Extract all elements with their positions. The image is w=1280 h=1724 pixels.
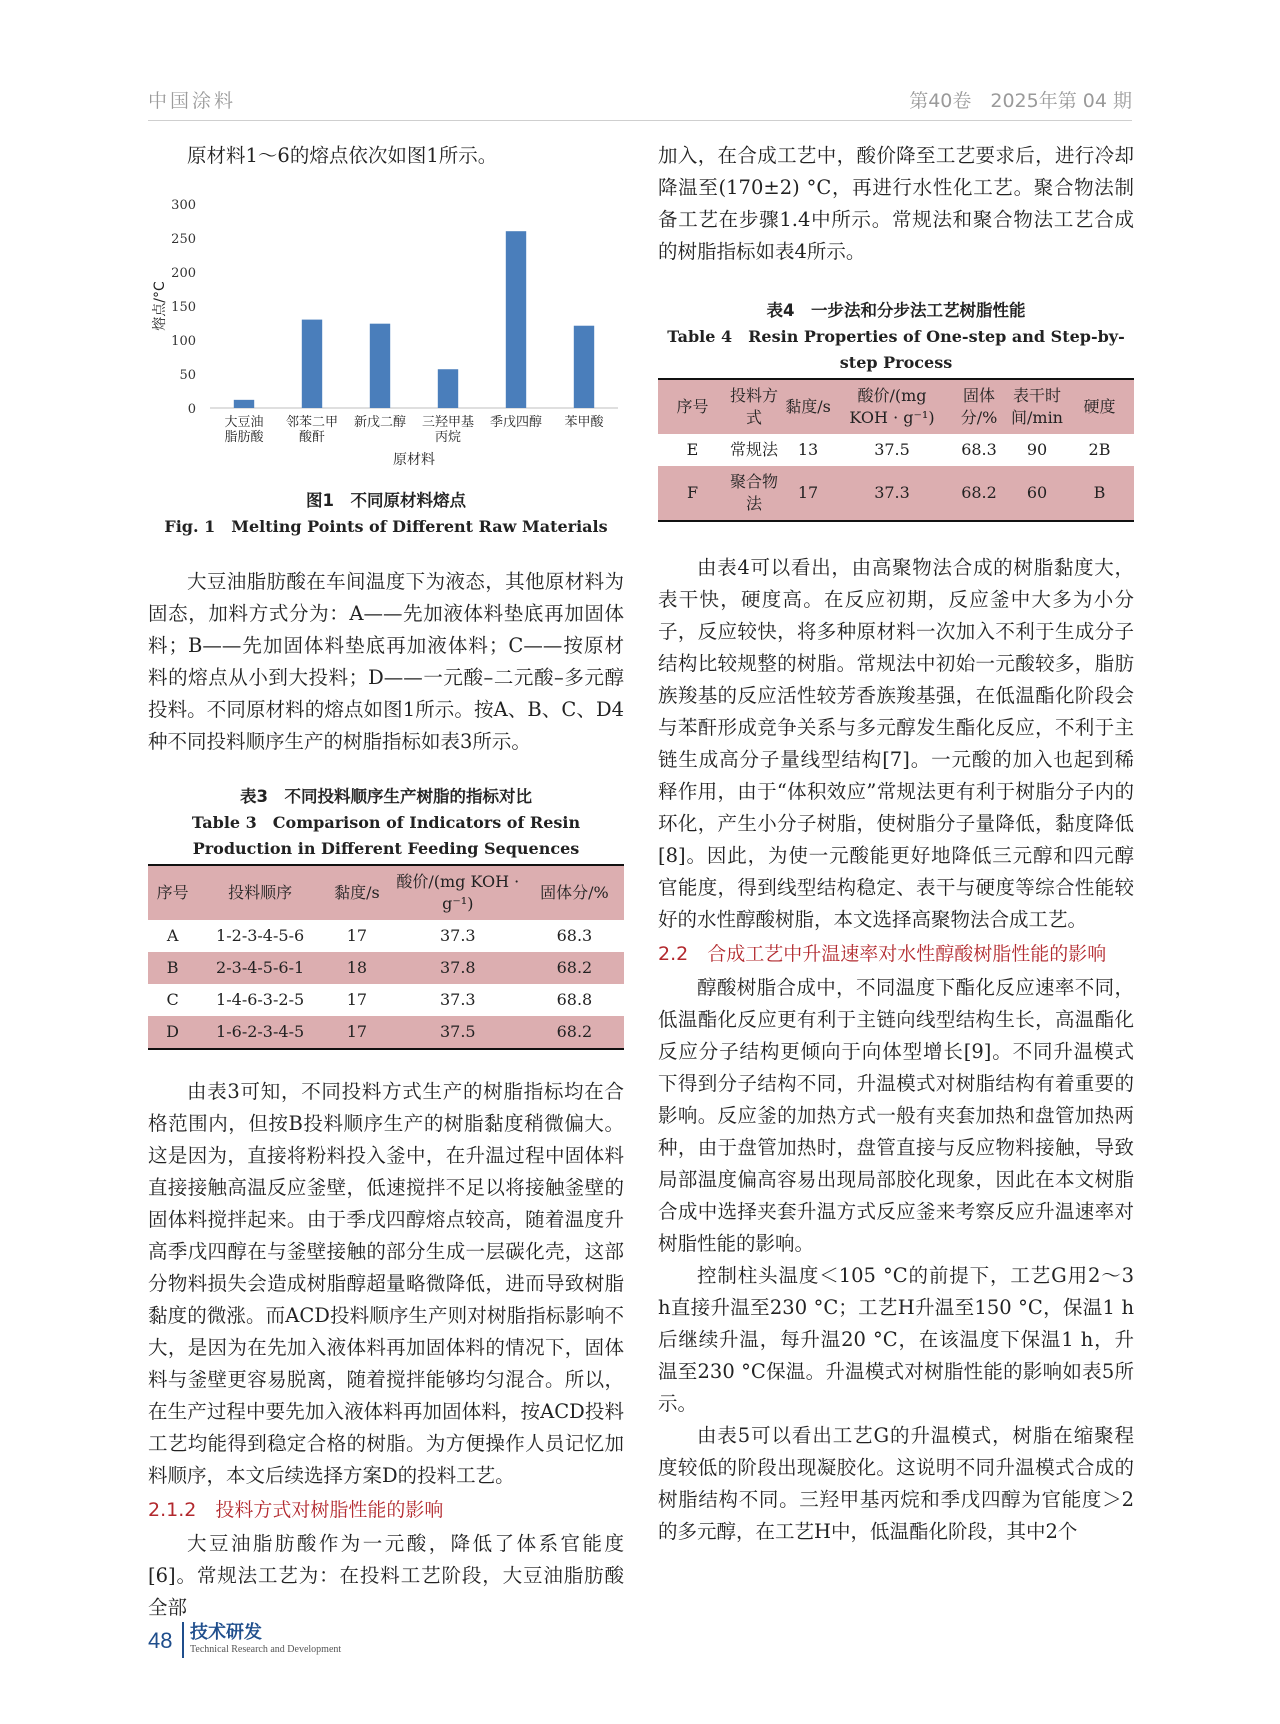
left-column	[148, 140, 624, 1624]
paragraph: 由表4可以看出，由高聚物法合成的树脂黏度大，表干快，硬度高。在反应初期，反应釜中大多为小分子，反应较快，将多种原材料一次加入不利于生成分子结构比较规整的树脂。常规法中初始一元酸较多，脂肪族羧基的反应活性较芳香族羧基强，在低温酯化阶段会与苯酐形成竞争关系与多元醇发生酯化反应，不利于主链生成高分子量线型结构[7]。一元酸的加入也起到稀释作用，由于“体积效应”常规法更有利于树脂分子内的环化，产生小分子树脂，使树脂分子量降低，黏度降低[8]。因此，为使一元酸能更好地降低三元醇和四元醇官能度，得到线型结构稳定、表干与硬度等综合性能较好的水性醇酸树脂，本文选择高聚物法合成工艺。	[658, 556, 1134, 931]
table3	[148, 864, 624, 1050]
chart-bar	[506, 231, 526, 408]
chart-bar	[302, 320, 322, 408]
table-cell: 68.3	[556, 926, 593, 945]
table-cell: A	[166, 926, 179, 945]
table4	[658, 378, 1134, 522]
paragraph: 由表3可知，不同投料方式生产的树脂指标均在合格范围内，但按B投料顺序生产的树脂黏度稍微偏大。这是因为，直接将粉料投入釜中，在升温过程中固体料直接接触高温反应釜壁，低速搅拌不足以将接触釜壁的固体料搅拌起来。由于季戊四醇熔点较高，随着温度升高季戊四醇在与釜壁接触的部分生成一层碳化壳，这部分物料损失会造成树脂醇超量略微降低，进而导致树脂黏度的微涨。而ACD投料顺序生产则对树脂指标影响不大，是因为在先加入液体料再加固体料的情况下，固体料与釜壁更容易脱离，随着搅拌能够均匀混合。所以，在生产过程中要先加入液体料再加固体料，按ACD投料工艺均能得到稳定合格的树脂。为方便操作人员记忆加料顺序，本文后续选择方案D的投料工艺。	[148, 1080, 624, 1487]
y-tick-label: 300	[171, 198, 196, 213]
table-cell: E	[686, 440, 699, 459]
table-cell: 68.8	[556, 990, 593, 1009]
table-cell: 13	[797, 440, 819, 459]
y-axis-label: 熔点/°C	[152, 281, 168, 331]
table-header-cell: 投料方式	[729, 386, 778, 427]
x-axis-label: 原材料	[393, 452, 435, 468]
figure-caption-en: Fig. 1 Melting Points of Different Raw Materials	[164, 517, 608, 536]
table-header-cell: 表干时间/min	[1011, 386, 1063, 427]
table-cell: 37.5	[874, 440, 910, 459]
table3-caption-en: Table 3 Comparison of Indicators of Resin Production in Different Feeding Sequences	[191, 813, 581, 858]
paragraph: 大豆油脂肪酸作为一元酸，降低了体系官能度[6]。常规法工艺为：在投料工艺阶段，大豆油脂肪酸全部	[148, 1532, 624, 1619]
table-header-cell: 序号	[676, 397, 709, 416]
table-row	[148, 952, 624, 984]
x-tick-label: 新戊二醇	[353, 415, 407, 430]
table-cell: 17	[346, 1022, 368, 1041]
table-header-cell: 硬度	[1083, 397, 1116, 416]
paragraph: 加入，在合成工艺中，酸价降至工艺要求后，进行冷却降温至(170±2) °C，再进行水性化工艺。聚合物法制备工艺在步骤1.4中所示。常规法和聚合物法工艺合成的树脂指标如表4所示。	[658, 144, 1134, 263]
table-row	[658, 434, 1134, 466]
table-row	[148, 1016, 624, 1049]
table-cell: 2B	[1088, 440, 1111, 459]
table-header-cell: 投料顺序	[228, 883, 293, 902]
table-cell: B	[1093, 483, 1106, 502]
table-cell: 聚合物法	[729, 472, 778, 513]
chart-bar	[438, 369, 458, 408]
section-heading: 2.2 合成工艺中升温速率对水性醇酸树脂性能的影响	[658, 943, 1107, 965]
table-row	[148, 920, 624, 952]
table3-caption-cn: 表3 不同投料顺序生产树脂的指标对比	[240, 787, 532, 806]
chart-bar	[370, 324, 390, 408]
section-name-cn: 技术研发	[190, 1622, 262, 1643]
table-cell: 37.3	[439, 926, 476, 945]
paragraph: 由表5可以看出工艺G的升温模式，树脂在缩聚程度较低的阶段出现凝胶化。这说明不同升温模式合成的树脂结构不同。三羟甲基丙烷和季戊四醇为官能度＞2的多元醇，在工艺H中，低温酯化阶段，其中2个	[658, 1424, 1134, 1543]
x-tick-label: 季戊四醇	[489, 415, 543, 430]
chart-bar	[574, 326, 594, 408]
table-cell: 1-4-6-3-2-5	[216, 990, 305, 1009]
table-cell: 68.2	[961, 483, 997, 502]
issue-info: 第40卷 2025年第 04 期	[909, 90, 1132, 112]
y-tick-label: 100	[171, 334, 196, 349]
table-cell: 37.3	[439, 990, 476, 1009]
table-cell: 60	[1026, 483, 1048, 502]
x-tick-label: 三羟甲基丙烷	[421, 415, 475, 445]
y-tick-label: 200	[171, 266, 196, 281]
right-column	[658, 140, 1134, 1548]
y-tick-label: 50	[179, 368, 196, 383]
section-heading: 2.1.2 投料方式对树脂性能的影响	[148, 1499, 444, 1521]
table-cell: 17	[346, 926, 368, 945]
table-cell: 68.3	[961, 440, 997, 459]
table-cell: 2-3-4-5-6-1	[216, 958, 305, 977]
table-cell: 37.3	[874, 483, 910, 502]
chart-svg	[148, 192, 624, 482]
melting-point-chart	[148, 192, 624, 482]
table-cell: 37.8	[439, 958, 476, 977]
paragraph: 大豆油脂肪酸在车间温度下为液态，其他原材料为固态，加料方式分为：A——先加液体料垫底再加固体料；B——先加固体料垫底再加液体料；C——按原材料的熔点从小到大投料；D——一元酸–二元酸–多元醇投料。不同原材料的熔点如图1所示。按A、B、C、D4种不同投料顺序生产的树脂指标如表3所示。	[148, 570, 624, 753]
table-cell: 68.2	[556, 1022, 593, 1041]
x-tick-label: 苯甲酸	[564, 415, 604, 430]
table-header-cell: 酸价/(mg KOH · g⁻¹)	[849, 386, 935, 427]
table-header-cell: 固体分/%	[540, 883, 609, 902]
paragraph: 控制柱头温度＜105 °C的前提下，工艺G用2～3 h直接升温至230 °C；工艺H升温至150 °C，保温1 h后继续升温，每升温20 °C，在该温度下保温1 h，升温至230 °C保温。升温模式对树脂性能的影响如表5所示。	[658, 1264, 1134, 1415]
paragraph: 醇酸树脂合成中，不同温度下酯化反应速率不同，低温酯化反应更有利于主链向线型结构生长，高温酯化反应分子结构更倾向于向体型增长[9]。不同升温模式下得到分子结构不同，升温模式对树脂结构有着重要的影响。反应釜的加热方式一般有夹套加热和盘管加热两种，由于盘管加热时，盘管直接与反应物料接触，导致局部温度偏高容易出现局部胶化现象，因此在本文树脂合成中选择夹套升温方式反应釜来考察反应升温速率对树脂性能的影响。	[658, 976, 1134, 1255]
table-cell: 37.5	[439, 1022, 476, 1041]
table-header-cell: 固体分/%	[960, 386, 998, 427]
table-header-cell: 黏度/s	[785, 397, 831, 416]
y-tick-label: 250	[171, 232, 196, 247]
table-cell: 17	[797, 483, 819, 502]
table-cell: D	[166, 1022, 179, 1041]
x-tick-label: 邻苯二甲酸酐	[285, 415, 339, 445]
table-header-cell: 酸价/(mg KOH · g⁻¹)	[396, 872, 520, 913]
journal-name: 中国涂料	[148, 90, 237, 112]
table-cell: F	[686, 483, 699, 502]
table-cell: B	[166, 958, 179, 977]
table4-caption-en: Table 4 Resin Properties of One-step and Step-by-step Process	[667, 327, 1125, 372]
section-name-en: Technical Research and Development	[190, 1644, 342, 1655]
y-tick-label: 0	[187, 402, 196, 417]
table-header-cell: 黏度/s	[334, 883, 380, 902]
y-tick-label: 150	[171, 300, 196, 315]
table-row	[658, 466, 1134, 521]
page-header	[148, 84, 1132, 121]
table-cell: 18	[346, 958, 368, 977]
table-cell: 90	[1026, 440, 1048, 459]
page-number: 48	[148, 1628, 173, 1653]
chart-bar	[234, 400, 254, 408]
table-cell: C	[166, 990, 179, 1009]
table-cell: 17	[346, 990, 368, 1009]
table-row	[148, 984, 624, 1016]
footer-divider	[182, 1622, 184, 1658]
intro-paragraph: 原材料1～6的熔点依次如图1所示。	[187, 144, 498, 167]
table4-caption-cn: 表4 一步法和分步法工艺树脂性能	[766, 301, 1026, 320]
x-tick-label: 大豆油脂肪酸	[224, 415, 264, 445]
table-header-cell: 序号	[156, 883, 189, 902]
table-cell: 1-2-3-4-5-6	[216, 926, 305, 945]
table-cell: 常规法	[729, 440, 778, 459]
table-cell: 68.2	[556, 958, 593, 977]
figure-caption-cn: 图1 不同原材料熔点	[306, 491, 466, 510]
table-cell: 1-6-2-3-4-5	[216, 1022, 305, 1041]
